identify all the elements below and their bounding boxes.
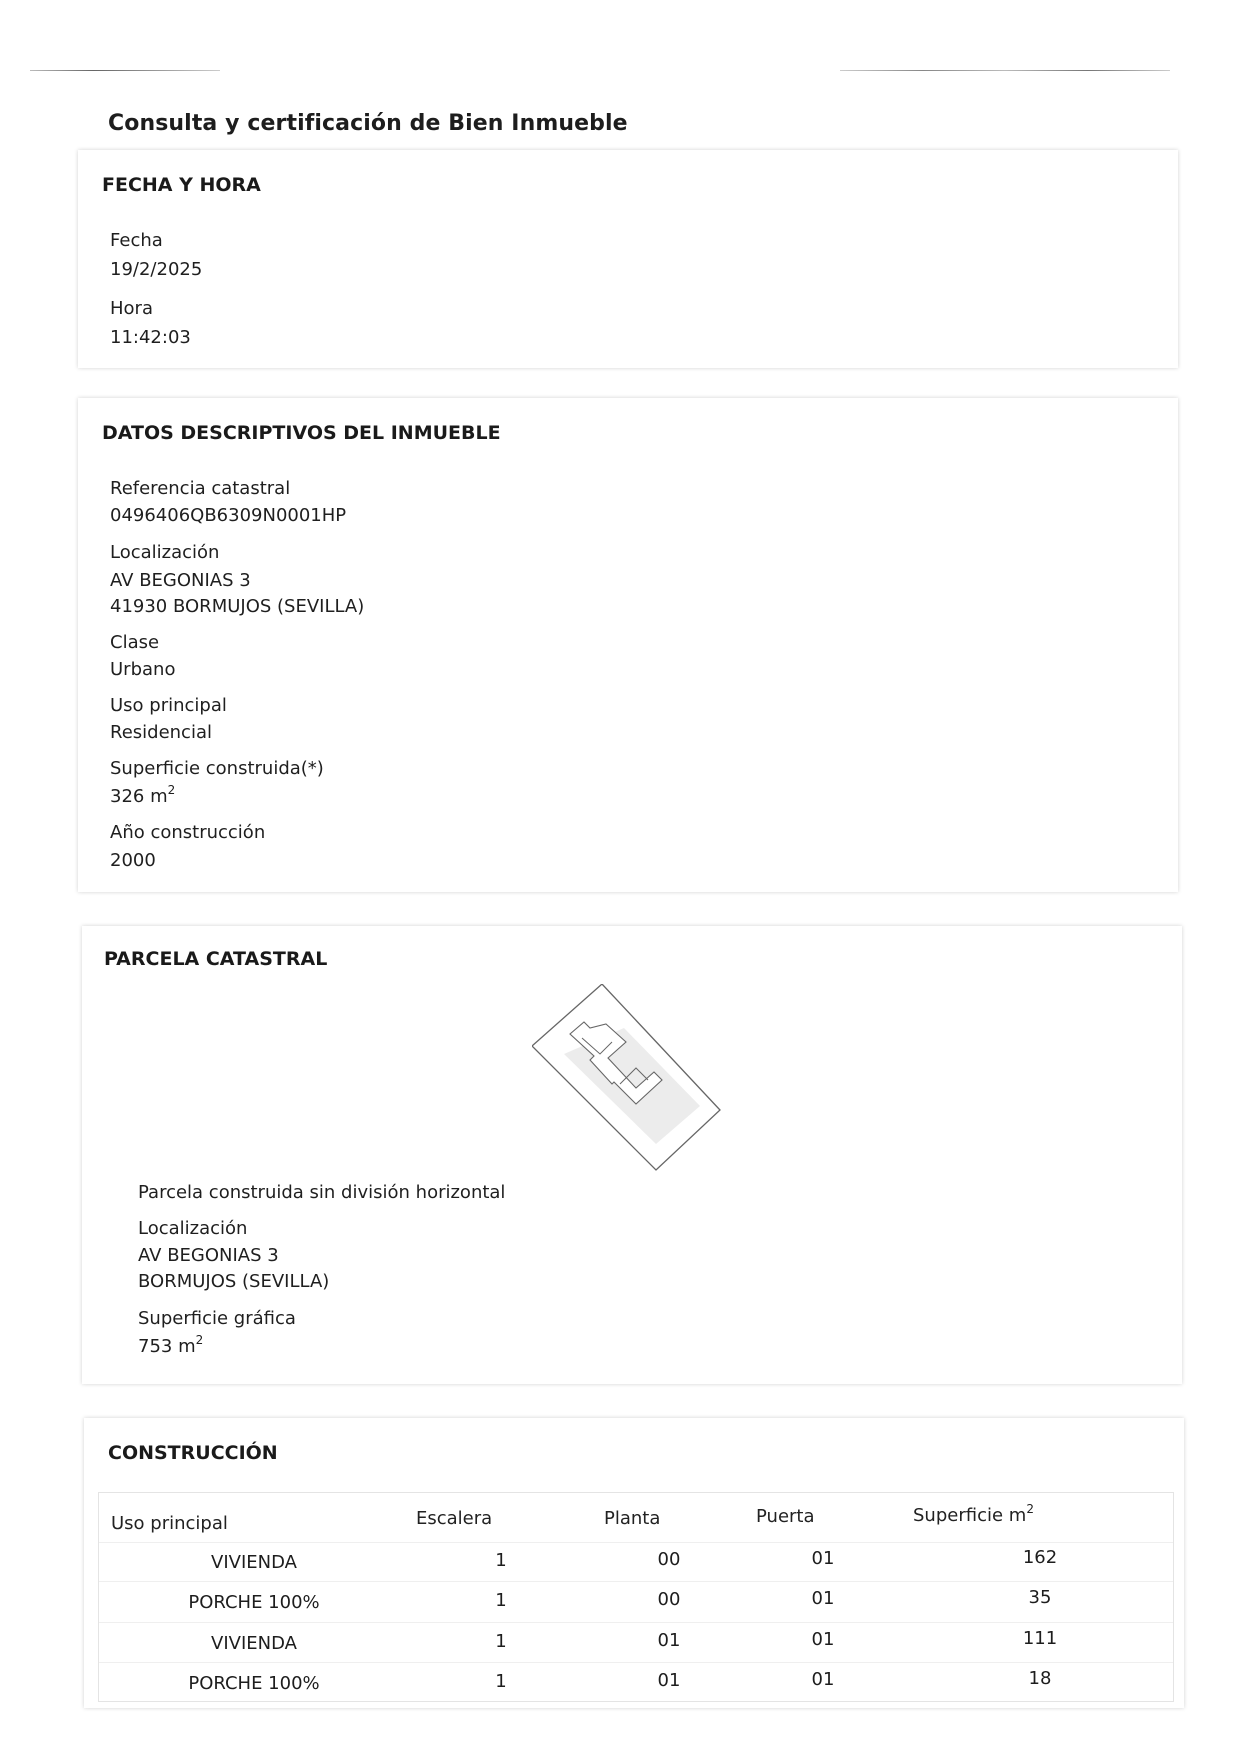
- uso-label: Uso principal: [110, 695, 227, 716]
- hora-value: 11:42:03: [110, 327, 191, 348]
- col-header-superficie-sup: 2: [1026, 1502, 1034, 1516]
- cell-superficie: 35: [1028, 1587, 1052, 1608]
- clase-label: Clase: [110, 632, 160, 653]
- hora-label: Hora: [110, 298, 153, 319]
- localizacion-label: Localización: [110, 542, 220, 563]
- clase-value: Urbano: [110, 659, 176, 680]
- scan-artifact-left: [30, 70, 220, 71]
- superficie-value: [110, 783, 176, 807]
- cell-uso: VIVIENDA: [211, 1552, 297, 1573]
- row-divider: [99, 1542, 1173, 1543]
- parcela-superficie-value-text: 753 m: [138, 1336, 196, 1357]
- scan-artifact-right: [840, 70, 1170, 71]
- parcela-localizacion-line1: AV BEGONIAS 3: [138, 1245, 279, 1266]
- parcel-map: [532, 984, 812, 1174]
- referencia-value: 0496406QB6309N0001HP: [110, 505, 347, 526]
- cell-planta: 00: [657, 1589, 681, 1610]
- cell-puerta: 01: [811, 1548, 835, 1569]
- fecha-hora-panel: [78, 150, 1178, 368]
- datos-panel: [78, 398, 1178, 892]
- cell-superficie: 111: [1022, 1628, 1058, 1649]
- superficie-label: Superficie construida(*): [110, 758, 324, 779]
- fecha-value: 19/2/2025: [110, 259, 203, 280]
- row-divider: [99, 1622, 1173, 1623]
- uso-value: Residencial: [110, 722, 212, 743]
- anio-value: 2000: [110, 850, 156, 871]
- parcela-panel: [82, 926, 1182, 1384]
- cell-superficie: 18: [1028, 1668, 1052, 1689]
- referencia-label: Referencia catastral: [110, 478, 291, 499]
- col-header-escalera: Escalera: [416, 1508, 493, 1529]
- cell-puerta: 01: [811, 1588, 835, 1609]
- cell-escalera: 1: [495, 1550, 507, 1571]
- cell-puerta: 01: [811, 1669, 835, 1690]
- cell-planta: 00: [657, 1549, 681, 1570]
- fecha-label: Fecha: [110, 230, 163, 251]
- anio-label: Año construcción: [110, 822, 266, 843]
- superficie-value-text: 326 m: [110, 786, 168, 807]
- cell-escalera: 1: [495, 1671, 507, 1692]
- parcela-superficie-label: Superficie gráfica: [138, 1308, 296, 1329]
- col-header-puerta: Puerta: [756, 1506, 815, 1527]
- localizacion-line1: AV BEGONIAS 3: [110, 570, 251, 591]
- cell-uso: VIVIENDA: [211, 1633, 297, 1654]
- cell-uso: PORCHE 100%: [188, 1673, 320, 1694]
- col-header-superficie: [913, 1502, 1034, 1526]
- datos-heading: DATOS DESCRIPTIVOS DEL INMUEBLE: [102, 422, 501, 444]
- page-title: Consulta y certificación de Bien Inmueble: [108, 111, 628, 136]
- localizacion-line2: 41930 BORMUJOS (SEVILLA): [110, 596, 365, 617]
- parcela-tipo: Parcela construida sin división horizontal: [138, 1182, 506, 1203]
- parcela-heading: PARCELA CATASTRAL: [104, 948, 328, 970]
- row-divider: [99, 1581, 1173, 1582]
- parcela-localizacion-label: Localización: [138, 1218, 248, 1239]
- cell-uso: PORCHE 100%: [188, 1592, 320, 1613]
- row-divider: [99, 1662, 1173, 1663]
- col-header-planta: Planta: [604, 1508, 661, 1529]
- parcela-localizacion-line2: BORMUJOS (SEVILLA): [138, 1271, 330, 1292]
- cell-superficie: 162: [1022, 1547, 1058, 1568]
- construccion-table: [98, 1492, 1174, 1702]
- fecha-hora-heading: FECHA Y HORA: [102, 174, 261, 196]
- cell-planta: 01: [657, 1630, 681, 1651]
- parcela-superficie-value: [138, 1333, 204, 1357]
- cell-escalera: 1: [495, 1631, 507, 1652]
- superficie-unit-sup: 2: [167, 783, 176, 797]
- construccion-panel: [84, 1418, 1184, 1708]
- cell-puerta: 01: [811, 1629, 835, 1650]
- col-header-uso: Uso principal: [111, 1513, 228, 1534]
- construccion-heading: CONSTRUCCIÓN: [108, 1442, 278, 1464]
- parcela-superficie-unit-sup: 2: [195, 1333, 204, 1347]
- cell-planta: 01: [657, 1670, 681, 1691]
- cell-escalera: 1: [495, 1590, 507, 1611]
- col-header-superficie-text: Superficie m: [913, 1505, 1027, 1526]
